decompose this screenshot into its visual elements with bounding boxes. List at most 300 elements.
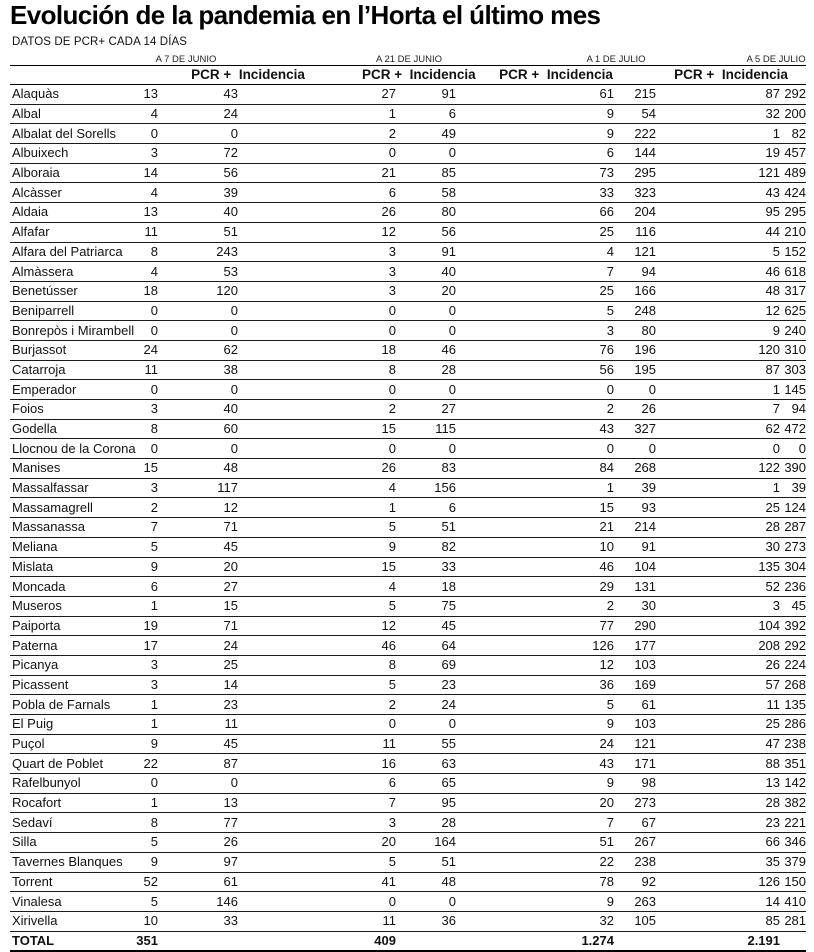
spacer-cell — [158, 931, 238, 951]
incidencia-value: 103 — [614, 715, 656, 735]
pcr-value: 25 — [746, 498, 780, 518]
spacer-cell — [456, 124, 576, 144]
pcr-value: 18 — [362, 340, 396, 360]
incidencia-value: 24 — [396, 695, 456, 715]
table-row — [10, 400, 806, 420]
spacer-cell — [656, 400, 746, 420]
table-row — [10, 85, 806, 105]
pcr-value: 66 — [576, 203, 614, 223]
spacer-cell — [238, 281, 362, 301]
incidencia-value: 45 — [158, 537, 238, 557]
incidencia-header: Incidencia — [409, 67, 476, 82]
spacer-cell — [656, 439, 746, 459]
spacer-cell — [238, 715, 362, 735]
pcr-value: 120 — [746, 340, 780, 360]
spacer-cell — [456, 734, 576, 754]
municipality-name: Paiporta — [10, 616, 134, 636]
incidencia-value: 0 — [158, 439, 238, 459]
table-row — [10, 203, 806, 223]
incidencia-value: 98 — [614, 774, 656, 794]
pcr-value: 8 — [362, 655, 396, 675]
pcr-value: 1 — [134, 793, 158, 813]
pcr-value: 3 — [134, 144, 158, 164]
incidencia-value: 27 — [158, 577, 238, 597]
municipality-name: Sedaví — [10, 813, 134, 833]
pcr-value: 2 — [576, 400, 614, 420]
pcr-value: 9 — [576, 892, 614, 912]
pcr-value: 5 — [134, 537, 158, 557]
incidencia-value: 164 — [396, 833, 456, 853]
spacer-cell — [656, 85, 746, 105]
incidencia-value: 351 — [780, 754, 806, 774]
incidencia-value: 224 — [780, 655, 806, 675]
municipality-name: Picanya — [10, 655, 134, 675]
municipality-name: Mislata — [10, 557, 134, 577]
pcr-value: 8 — [134, 242, 158, 262]
incidencia-value: 60 — [158, 419, 238, 439]
spacer-cell — [656, 360, 746, 380]
incidencia-value: 327 — [614, 419, 656, 439]
incidencia-value: 23 — [396, 675, 456, 695]
municipality-name: Manises — [10, 459, 134, 479]
table-row — [10, 144, 806, 164]
incidencia-value: 0 — [396, 321, 456, 341]
pcr-value: 5 — [134, 833, 158, 853]
incidencia-value: 146 — [158, 892, 238, 912]
pcr-value: 26 — [362, 203, 396, 223]
municipality-name: Xirivella — [10, 911, 134, 931]
incidencia-value: 18 — [396, 577, 456, 597]
pcr-value: 9 — [746, 321, 780, 341]
spacer-cell — [656, 340, 746, 360]
spacer-cell — [238, 242, 362, 262]
spacer-cell — [456, 380, 576, 400]
incidencia-value: 94 — [614, 262, 656, 282]
spacer-cell — [456, 911, 576, 931]
incidencia-value: 104 — [614, 557, 656, 577]
table-row — [10, 537, 806, 557]
pcr-value: 0 — [134, 124, 158, 144]
pcr-value: 13 — [746, 774, 780, 794]
incidencia-value: 12 — [158, 498, 238, 518]
spacer-cell — [456, 715, 576, 735]
incidencia-value: 379 — [780, 852, 806, 872]
spacer-cell — [238, 695, 362, 715]
spacer-cell — [456, 301, 576, 321]
pcr-value: 12 — [746, 301, 780, 321]
pcr-value: 0 — [362, 439, 396, 459]
spacer-cell — [656, 163, 746, 183]
incidencia-value: 30 — [614, 596, 656, 616]
spacer-cell — [456, 144, 576, 164]
pcr-value: 12 — [576, 655, 614, 675]
table-row — [10, 754, 806, 774]
spacer-cell — [456, 104, 576, 124]
incidencia-value: 80 — [396, 203, 456, 223]
incidencia-value: 286 — [780, 715, 806, 735]
incidencia-value: 238 — [614, 852, 656, 872]
incidencia-value: 145 — [780, 380, 806, 400]
incidencia-value: 177 — [614, 636, 656, 656]
spacer-cell — [656, 636, 746, 656]
municipality-name: Burjassot — [10, 340, 134, 360]
incidencia-value: 33 — [158, 911, 238, 931]
pcr-value: 0 — [134, 321, 158, 341]
spacer-cell — [656, 242, 746, 262]
incidencia-value: 214 — [614, 518, 656, 538]
pcr-value: 95 — [746, 203, 780, 223]
incidencia-value: 273 — [614, 793, 656, 813]
incidencia-value: 0 — [780, 439, 806, 459]
spacer-cell — [238, 360, 362, 380]
spacer-cell — [456, 833, 576, 853]
spacer-cell — [238, 321, 362, 341]
table-row — [10, 833, 806, 853]
spacer-cell — [456, 931, 576, 951]
incidencia-value: 268 — [780, 675, 806, 695]
incidencia-value: 91 — [396, 85, 456, 105]
table-row — [10, 163, 806, 183]
spacer-cell — [238, 183, 362, 203]
spacer-cell — [656, 655, 746, 675]
spacer-cell — [656, 222, 746, 242]
spacer-cell — [456, 892, 576, 912]
incidencia-value: 82 — [396, 537, 456, 557]
incidencia-value: 39 — [614, 478, 656, 498]
incidencia-value: 13 — [158, 793, 238, 813]
table-row — [10, 104, 806, 124]
incidencia-value: 40 — [158, 400, 238, 420]
incidencia-value: 120 — [158, 281, 238, 301]
incidencia-value: 268 — [614, 459, 656, 479]
incidencia-value: 310 — [780, 340, 806, 360]
pcr-value: 25 — [746, 715, 780, 735]
table-row — [10, 380, 806, 400]
pcr-value: 8 — [134, 419, 158, 439]
spacer-cell — [656, 301, 746, 321]
municipality-name: Catarroja — [10, 360, 134, 380]
pcr-value: 3 — [134, 675, 158, 695]
pcr-value: 5 — [576, 695, 614, 715]
incidencia-value: 26 — [158, 833, 238, 853]
spacer-cell — [238, 419, 362, 439]
incidencia-value: 0 — [158, 301, 238, 321]
incidencia-value: 392 — [780, 616, 806, 636]
pcr-value: 46 — [576, 557, 614, 577]
pcr-value: 11 — [746, 695, 780, 715]
incidencia-value: 346 — [780, 833, 806, 853]
incidencia-value: 323 — [614, 183, 656, 203]
table-row — [10, 301, 806, 321]
pcr-value: 48 — [746, 281, 780, 301]
pcr-header: PCR + — [362, 67, 403, 82]
column-headers-period — [456, 66, 656, 85]
incidencia-value: 6 — [396, 104, 456, 124]
municipality-name: Alboraia — [10, 163, 134, 183]
total-value: 2.191 — [746, 931, 780, 951]
pcr-value: 43 — [576, 754, 614, 774]
pcr-value: 13 — [134, 85, 158, 105]
pcr-value: 22 — [134, 754, 158, 774]
incidencia-value: 215 — [614, 85, 656, 105]
incidencia-value: 0 — [158, 124, 238, 144]
spacer-cell — [456, 518, 576, 538]
pcr-value: 78 — [576, 872, 614, 892]
pcr-value: 0 — [362, 892, 396, 912]
municipality-name: Emperador — [10, 380, 134, 400]
pcr-value: 88 — [746, 754, 780, 774]
spacer-cell — [238, 537, 362, 557]
spacer-cell — [238, 85, 362, 105]
pcr-value: 32 — [576, 911, 614, 931]
incidencia-value: 51 — [396, 518, 456, 538]
municipality-name: Albal — [10, 104, 134, 124]
pcr-value: 2 — [362, 400, 396, 420]
incidencia-value: 85 — [396, 163, 456, 183]
incidencia-value: 69 — [396, 655, 456, 675]
pcr-value: 28 — [746, 518, 780, 538]
spacer-cell — [238, 222, 362, 242]
pcr-value: 16 — [362, 754, 396, 774]
table-row — [10, 340, 806, 360]
municipality-name: Meliana — [10, 537, 134, 557]
pcr-value: 5 — [362, 596, 396, 616]
incidencia-value: 95 — [396, 793, 456, 813]
column-headers-period — [656, 66, 806, 85]
pcr-value: 10 — [576, 537, 614, 557]
spacer-cell — [238, 911, 362, 931]
pcr-value: 7 — [576, 262, 614, 282]
spacer-cell — [656, 537, 746, 557]
spacer-cell — [656, 675, 746, 695]
incidencia-value: 61 — [158, 872, 238, 892]
incidencia-value: 11 — [158, 715, 238, 735]
pcr-value: 4 — [362, 478, 396, 498]
total-value: 351 — [134, 931, 158, 951]
spacer-cell — [656, 419, 746, 439]
incidencia-value: 49 — [396, 124, 456, 144]
municipality-name: Tavernes Blanques — [10, 852, 134, 872]
table-row — [10, 892, 806, 912]
spacer-cell — [656, 144, 746, 164]
spacer-cell — [656, 872, 746, 892]
pcr-value: 87 — [746, 360, 780, 380]
incidencia-value: 303 — [780, 360, 806, 380]
pcr-value: 7 — [362, 793, 396, 813]
spacer-cell — [238, 439, 362, 459]
spacer-cell — [456, 557, 576, 577]
incidencia-value: 150 — [780, 872, 806, 892]
municipality-name: Beniparrell — [10, 301, 134, 321]
table-row — [10, 478, 806, 498]
pcr-value: 7 — [576, 813, 614, 833]
municipality-name: El Puig — [10, 715, 134, 735]
incidencia-value: 295 — [780, 203, 806, 223]
column-headers-period — [362, 66, 476, 85]
incidencia-value: 105 — [614, 911, 656, 931]
spacer-cell — [238, 813, 362, 833]
spacer-cell — [656, 498, 746, 518]
incidencia-value: 6 — [396, 498, 456, 518]
incidencia-value: 117 — [158, 478, 238, 498]
incidencia-value: 55 — [396, 734, 456, 754]
spacer-cell — [238, 675, 362, 695]
spacer-cell — [456, 222, 576, 242]
municipality-name: Massalfassar — [10, 478, 134, 498]
incidencia-value: 292 — [780, 636, 806, 656]
table-row — [10, 242, 806, 262]
incidencia-value: 292 — [780, 85, 806, 105]
pcr-value: 15 — [362, 557, 396, 577]
pcr-value: 25 — [576, 281, 614, 301]
incidencia-value: 0 — [396, 439, 456, 459]
spacer-cell — [238, 340, 362, 360]
spacer-cell — [456, 852, 576, 872]
table-row — [10, 124, 806, 144]
municipality-name: Alfara del Patriarca — [10, 242, 134, 262]
pcr-value: 29 — [576, 577, 614, 597]
period-label: A 21 DE JUNIO — [362, 54, 456, 66]
pcr-value: 9 — [576, 715, 614, 735]
incidencia-value: 51 — [158, 222, 238, 242]
spacer-cell — [656, 124, 746, 144]
pcr-value: 6 — [362, 774, 396, 794]
incidencia-value: 144 — [614, 144, 656, 164]
pcr-value: 61 — [576, 85, 614, 105]
spacer-cell — [656, 852, 746, 872]
municipality-name: Alcàsser — [10, 183, 134, 203]
pcr-value: 1 — [134, 596, 158, 616]
pcr-header: PCR + — [674, 67, 715, 82]
spacer-cell — [238, 400, 362, 420]
pcr-value: 73 — [576, 163, 614, 183]
incidencia-value: 56 — [396, 222, 456, 242]
pcr-value: 12 — [362, 616, 396, 636]
pcr-value: 126 — [746, 872, 780, 892]
municipality-name: Alaquàs — [10, 85, 134, 105]
incidencia-value: 169 — [614, 675, 656, 695]
incidencia-value: 39 — [780, 478, 806, 498]
municipality-name: Benetússer — [10, 281, 134, 301]
period-label: A 7 DE JUNIO — [134, 54, 238, 66]
incidencia-value: 267 — [614, 833, 656, 853]
incidencia-value: 67 — [614, 813, 656, 833]
incidencia-value: 204 — [614, 203, 656, 223]
pcr-value: 47 — [746, 734, 780, 754]
spacer-cell — [238, 577, 362, 597]
spacer-cell — [456, 577, 576, 597]
total-value: 1.274 — [576, 931, 614, 951]
pcr-value: 3 — [362, 242, 396, 262]
pcr-value: 3 — [134, 400, 158, 420]
pcr-value: 27 — [362, 85, 396, 105]
pcr-value: 1 — [362, 498, 396, 518]
pcr-value: 9 — [362, 537, 396, 557]
spacer-cell — [656, 203, 746, 223]
table-body — [10, 54, 806, 951]
table-row — [10, 636, 806, 656]
pcr-value: 20 — [362, 833, 396, 853]
incidencia-value: 45 — [780, 596, 806, 616]
spacer-cell — [456, 340, 576, 360]
total-label: TOTAL — [10, 931, 134, 951]
pcr-value: 0 — [134, 380, 158, 400]
pcr-value: 41 — [362, 872, 396, 892]
pcr-value: 0 — [362, 144, 396, 164]
spacer-cell — [238, 498, 362, 518]
municipality-name: Vinalesa — [10, 892, 134, 912]
incidencia-value: 248 — [614, 301, 656, 321]
spacer-cell — [238, 616, 362, 636]
spacer-cell — [456, 636, 576, 656]
pcr-value: 20 — [576, 793, 614, 813]
incidencia-value: 54 — [614, 104, 656, 124]
incidencia-value: 240 — [780, 321, 806, 341]
incidencia-value: 71 — [158, 518, 238, 538]
spacer-cell — [456, 163, 576, 183]
incidencia-value: 238 — [780, 734, 806, 754]
pcr-value: 104 — [746, 616, 780, 636]
pcr-value: 9 — [576, 124, 614, 144]
spacer-cell — [456, 459, 576, 479]
spacer-cell — [238, 931, 362, 951]
incidencia-value: 27 — [396, 400, 456, 420]
pcr-value: 12 — [362, 222, 396, 242]
incidencia-value: 457 — [780, 144, 806, 164]
spacer-cell — [656, 478, 746, 498]
incidencia-value: 94 — [780, 400, 806, 420]
incidencia-value: 135 — [780, 695, 806, 715]
pcr-value: 3 — [134, 655, 158, 675]
pcr-value: 26 — [746, 655, 780, 675]
spacer-cell — [238, 636, 362, 656]
spacer-cell — [238, 892, 362, 912]
spacer-cell — [656, 892, 746, 912]
spacer-cell — [456, 281, 576, 301]
pcr-value: 126 — [576, 636, 614, 656]
incidencia-value: 166 — [614, 281, 656, 301]
spacer-cell — [456, 498, 576, 518]
pcr-value: 9 — [576, 774, 614, 794]
municipality-name: Picassent — [10, 675, 134, 695]
pcr-value: 66 — [746, 833, 780, 853]
municipality-name: Aldaia — [10, 203, 134, 223]
pcr-value: 30 — [746, 537, 780, 557]
spacer-cell — [238, 301, 362, 321]
municipality-name: Llocnou de la Corona — [10, 439, 134, 459]
spacer-cell — [238, 734, 362, 754]
pcr-value: 76 — [576, 340, 614, 360]
pcr-value: 0 — [362, 301, 396, 321]
pcr-value: 23 — [746, 813, 780, 833]
incidencia-value: 39 — [158, 183, 238, 203]
incidencia-value: 200 — [780, 104, 806, 124]
pcr-value: 25 — [576, 222, 614, 242]
spacer-cell — [238, 262, 362, 282]
pcr-value: 57 — [746, 675, 780, 695]
incidencia-value: 131 — [614, 577, 656, 597]
pcr-value: 4 — [134, 104, 158, 124]
pcr-value: 4 — [576, 242, 614, 262]
incidencia-value: 390 — [780, 459, 806, 479]
pcr-value: 5 — [362, 518, 396, 538]
incidencia-value: 0 — [158, 380, 238, 400]
table-row — [10, 281, 806, 301]
incidencia-value: 25 — [158, 655, 238, 675]
incidencia-value: 45 — [396, 616, 456, 636]
incidencia-value: 45 — [158, 734, 238, 754]
incidencia-value: 116 — [614, 222, 656, 242]
